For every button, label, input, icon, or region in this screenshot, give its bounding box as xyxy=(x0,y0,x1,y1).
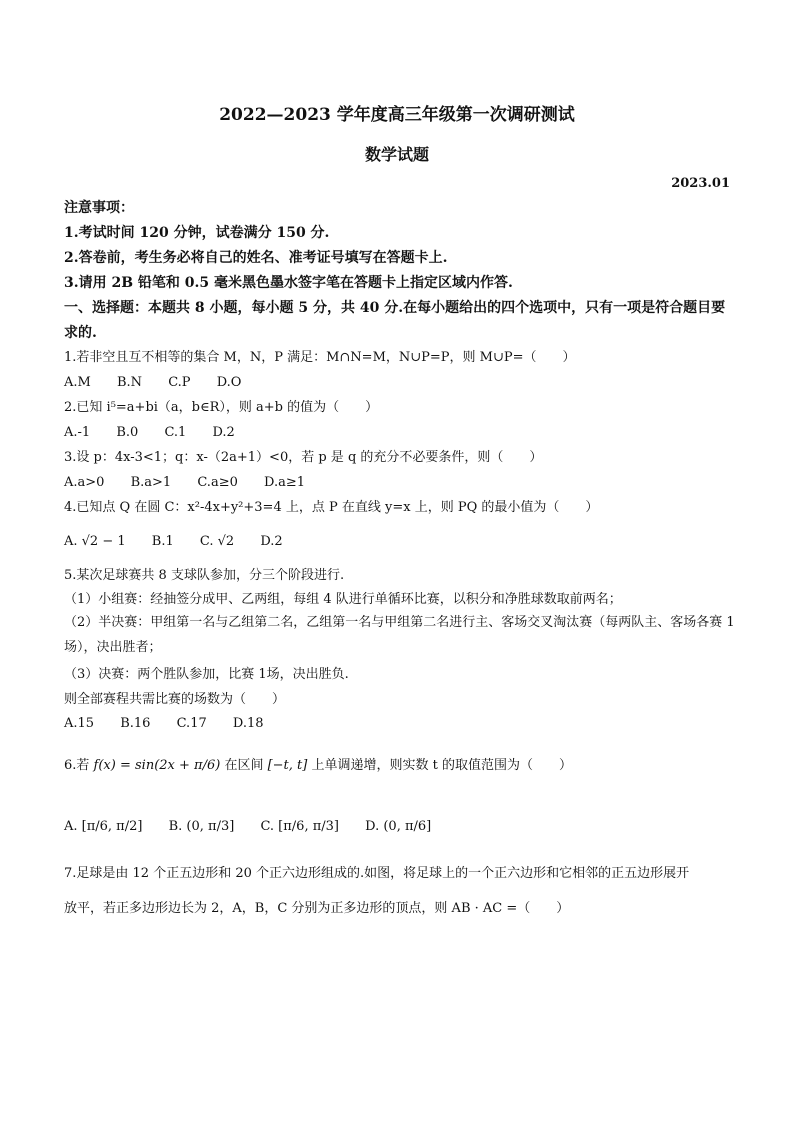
option-d: D.2 xyxy=(212,425,235,440)
option-b: B.a>1 xyxy=(130,475,172,490)
question-6-mid: 在区间 xyxy=(224,758,264,773)
option-d: D.18 xyxy=(232,716,264,731)
question-6-stem xyxy=(64,757,736,775)
notice-heading: 注意事项： xyxy=(64,200,134,216)
question-5-options xyxy=(64,715,736,733)
option-c: C. √2 xyxy=(199,534,235,549)
option-b: B.16 xyxy=(120,716,151,731)
question-3-options xyxy=(64,474,736,492)
question-5-stem: 5.某次足球赛共 8 支球队参加，分三个阶段进行. xyxy=(64,568,345,583)
question-7-line-1: 7.足球是由 12 个正五边形和 20 个正六边形组成的.如图，将足球上的一个正六边形和它相邻的正五边形展开 xyxy=(64,866,690,881)
option-c: C.17 xyxy=(176,716,207,731)
option-c: C. [π/6, π/3] xyxy=(260,819,339,834)
option-c: C.1 xyxy=(164,425,187,440)
option-d: D.2 xyxy=(260,534,283,549)
option-a: A.M xyxy=(64,375,91,390)
option-a: A.a>0 xyxy=(64,475,105,490)
question-2-stem: 2.已知 i⁵=a+bi（a，b∈R），则 a+b 的值为（ ） xyxy=(64,400,379,415)
page-subtitle: 数学试题 xyxy=(364,145,429,164)
question-6-interval: [−t, t] xyxy=(267,758,308,773)
option-a: A. √2 − 1 xyxy=(64,534,126,549)
question-6-suffix: 上单调递增，则实数 t 的取值范围为（ ） xyxy=(311,758,572,773)
question-7-line-2: 放平，若正多边形边长为 2，A，B，C 分别为正多边形的顶点，则 AB · AC =（ ） xyxy=(64,901,570,916)
option-a: A.15 xyxy=(64,716,95,731)
question-4-options xyxy=(64,533,736,551)
option-c: C.a≥0 xyxy=(197,475,238,490)
question-1-stem: 1.若非空且互不相等的集合 M，N，P 满足：M∩N=M，N∪P=P，则 M∪P=（ ） xyxy=(64,350,576,365)
question-3-stem: 3.设 p：4x-3<1；q：x-（2a+1）<0，若 p 是 q 的充分不必要条件，则（ ） xyxy=(64,450,543,465)
option-b: B.1 xyxy=(151,534,174,549)
question-5-stage-2: （2）半决赛：甲组第一名与乙组第二名，乙组第一名与甲组第二名进行主、客场交叉淘汰赛（每两队主、客场各赛 1场），决出胜者； xyxy=(64,615,735,655)
page-title: 2022—2023 学年度高三年级第一次调研测试 xyxy=(219,105,575,125)
option-d: D. (0, π/6] xyxy=(365,819,432,834)
question-6-function: f(x) = sin(2x + π/6) xyxy=(93,758,221,773)
question-1-options xyxy=(64,374,736,392)
question-6-options xyxy=(64,818,736,836)
option-c: C.P xyxy=(168,375,191,390)
option-d: D.O xyxy=(216,375,242,390)
notice-item-3: 3.请用 2B 铅笔和 0.5 毫米黑色墨水签字笔在答题卡上指定区域内作答. xyxy=(64,275,513,291)
section-heading: 一、选择题：本题共 8 小题，每小题 5 分，共 40 分.在每小题给出的四个选项中，只有一项是符合题目要求的. xyxy=(64,300,726,341)
option-a: A. [π/6, π/2] xyxy=(64,819,143,834)
notice-item-1: 1.考试时间 120 分钟，试卷满分 150 分. xyxy=(64,225,330,241)
question-4-stem: 4.已知点 Q 在圆 C：x²-4x+y²+3=4 上，点 P 在直线 y=x 上，则 PQ 的最小值为（ ） xyxy=(64,500,599,515)
notice-item-2: 2.答卷前，考生务必将自己的姓名、准考证号填写在答题卡上. xyxy=(64,250,448,266)
option-d: D.a≥1 xyxy=(264,475,306,490)
question-5-stage-1: （1）小组赛：经抽签分成甲、乙两组，每组 4 队进行单循环比赛，以积分和净胜球数取前两名； xyxy=(64,592,622,607)
option-b: B.N xyxy=(116,375,143,390)
option-a: A.-1 xyxy=(64,425,91,440)
question-5-stage-3: （3）决赛：两个胜队参加，比赛 1场，决出胜负. xyxy=(64,667,349,682)
question-5-ask: 则全部赛程共需比赛的场数为（ ） xyxy=(64,692,286,707)
option-b: B. (0, π/3] xyxy=(168,819,235,834)
exam-date: 2023.01 xyxy=(671,176,730,191)
question-2-options xyxy=(64,424,736,442)
question-6-prefix: 6.若 xyxy=(64,758,90,773)
option-b: B.0 xyxy=(116,425,139,440)
